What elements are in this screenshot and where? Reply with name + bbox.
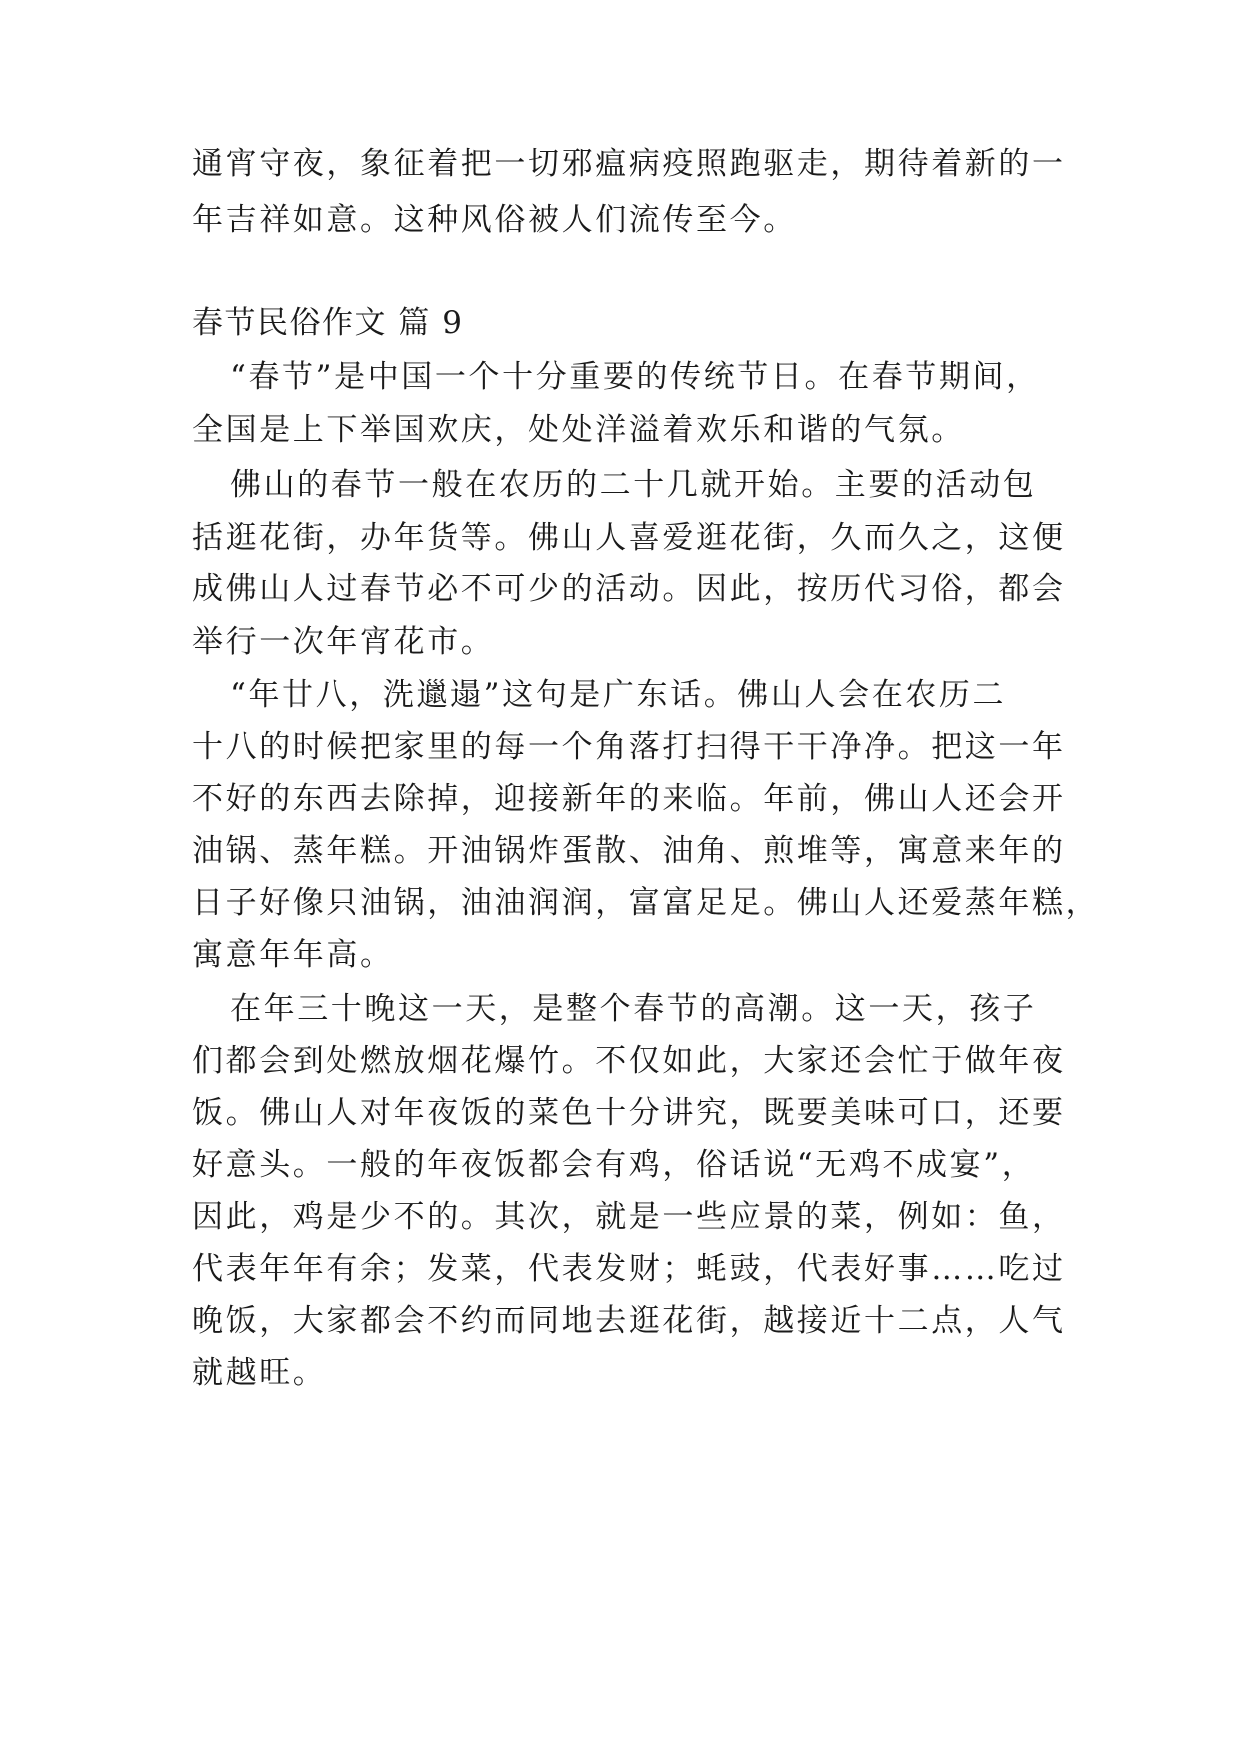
paragraph-line: 饭。佛山人对年夜饭的菜色十分讲究，既要美味可口，还要 [192, 1095, 1066, 1131]
paragraph-line: 在年三十晚这一天，是整个春节的高潮。这一天，孩子 [230, 991, 1037, 1027]
paragraph-line: 因此，鸡是少不的。其次，就是一些应景的菜，例如：鱼， [192, 1199, 1066, 1235]
paragraph-line: 举行一次年宵花市。 [192, 624, 495, 660]
paragraph-line: 佛山的春节一般在农历的二十几就开始。主要的活动包 [230, 467, 1037, 503]
paragraph-line: 们都会到处燃放烟花爆竹。不仅如此，大家还会忙于做年夜 [192, 1043, 1066, 1079]
paragraph-line: 就越旺。 [192, 1355, 327, 1391]
paragraph-line: 括逛花街，办年货等。佛山人喜爱逛花街，久而久之，这便 [192, 520, 1066, 556]
paragraph-line: 日子好像只油锅，油油润润，富富足足。佛山人还爱蒸年糕， [192, 885, 1100, 921]
paragraph-line: 好意头。一般的年夜饭都会有鸡，俗话说“无鸡不成宴”， [192, 1147, 1036, 1183]
paragraph-line: 晚饭，大家都会不约而同地去逛花街，越接近十二点，人气 [192, 1303, 1066, 1339]
paragraph-line: 不好的东西去除掉，迎接新年的来临。年前，佛山人还会开 [192, 781, 1066, 817]
paragraph-line: 全国是上下举国欢庆，处处洋溢着欢乐和谐的气氛。 [192, 412, 965, 448]
paragraph-line: “春节”是中国一个十分重要的传统节日。在春节期间， [230, 359, 1040, 395]
paragraph-line: 代表年年有余；发菜，代表发财；蚝豉，代表好事……吃过 [192, 1251, 1066, 1287]
paragraph-line: 寓意年年高。 [192, 937, 394, 973]
intro-line: 通宵守夜，象征着把一切邪瘟病疫照跑驱走，期待着新的一 [192, 146, 1066, 182]
paragraph-line: 十八的时候把家里的每一个角落打扫得干干净净。把这一年 [192, 729, 1066, 765]
paragraph-line: 油锅、蒸年糕。开油锅炸蛋散、油角、煎堆等，寓意来年的 [192, 833, 1066, 869]
paragraph-line: 成佛山人过春节必不可少的活动。因此，按历代习俗，都会 [192, 571, 1066, 607]
section-title: 春节民俗作文 篇 9 [192, 305, 464, 341]
paragraph-line: “年廿八，洗邋遢”这句是广东话。佛山人会在农历二 [230, 677, 1007, 713]
intro-line: 年吉祥如意。这种风俗被人们流传至今。 [192, 202, 797, 238]
